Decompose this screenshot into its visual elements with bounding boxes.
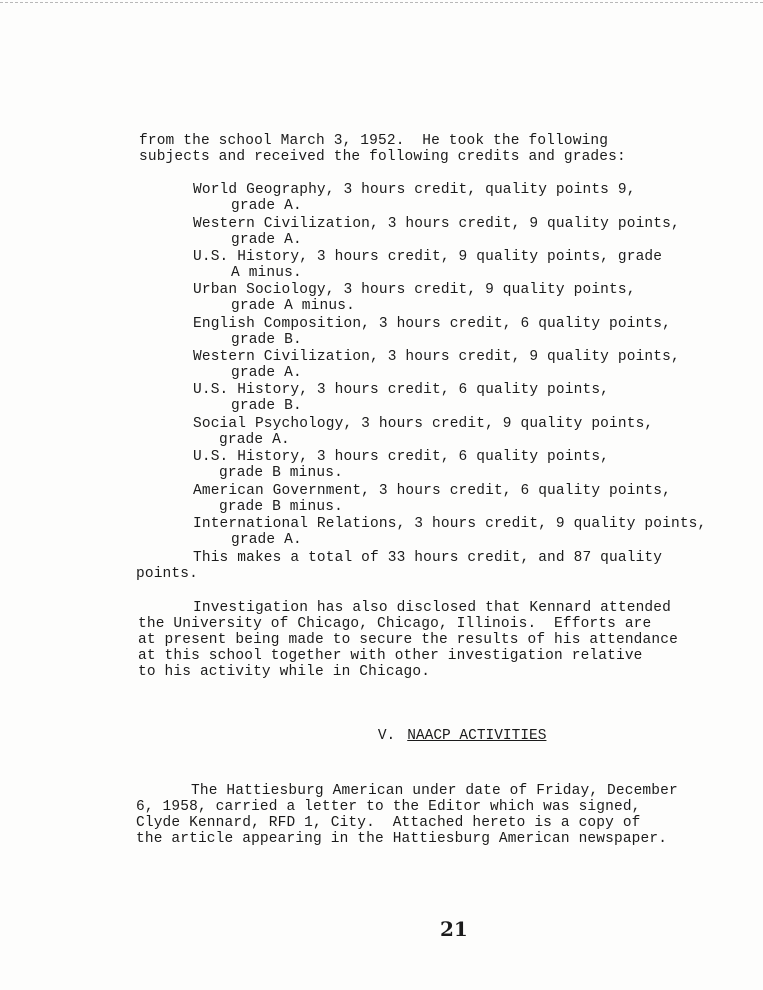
naacp-line: The Hattiesburg American under date of Friday, December (191, 783, 678, 799)
total-line: points. (136, 566, 198, 582)
section-heading (343, 712, 546, 760)
investigation-line: at this school together with other investigation relative (138, 648, 643, 664)
intro-line: subjects and received the following credits and grades: (139, 149, 626, 165)
course-grade: grade B minus. (219, 499, 343, 515)
course-line: International Relations, 3 hours credit, 9 quality points, (193, 516, 707, 532)
naacp-line: Clyde Kennard, RFD 1, City. Attached hereto is a copy of (136, 815, 641, 831)
course-line: Western Civilization, 3 hours credit, 9 quality points, (193, 349, 680, 365)
course-grade: grade B. (231, 332, 302, 348)
course-line: Social Psychology, 3 hours credit, 9 quality points, (193, 416, 654, 432)
page-number: 21 (440, 917, 468, 941)
course-line: Urban Sociology, 3 hours credit, 9 quality points, (193, 282, 636, 298)
investigation-line: at present being made to secure the results of his attendance (138, 632, 678, 648)
course-grade: grade B minus. (219, 465, 343, 481)
naacp-line: 6, 1958, carried a letter to the Editor which was signed, (136, 799, 641, 815)
course-grade: grade A minus. (231, 298, 355, 314)
section-title: NAACP ACTIVITIES (407, 728, 547, 744)
investigation-line: Investigation has also disclosed that Kennard attended (193, 600, 671, 616)
course-grade: grade A. (231, 198, 302, 214)
section-number: V. (377, 728, 396, 744)
course-line: U.S. History, 3 hours credit, 6 quality points, (193, 382, 610, 398)
course-grade: A minus. (231, 265, 302, 281)
course-grade: grade A. (231, 365, 302, 381)
investigation-line: to his activity while in Chicago. (138, 664, 431, 680)
course-line: Western Civilization, 3 hours credit, 9 quality points, (193, 216, 680, 232)
scan-edge-divider (0, 2, 763, 3)
course-grade: grade A. (231, 532, 302, 548)
course-line: American Government, 3 hours credit, 6 quality points, (193, 483, 671, 499)
investigation-line: the University of Chicago, Chicago, Illinois. Efforts are (138, 616, 652, 632)
course-grade: grade B. (231, 398, 302, 414)
total-line: This makes a total of 33 hours credit, and 87 quality (193, 550, 663, 566)
course-line: U.S. History, 3 hours credit, 6 quality points, (193, 449, 610, 465)
course-grade: grade A. (219, 432, 290, 448)
course-line: U.S. History, 3 hours credit, 9 quality points, grade (193, 249, 663, 265)
course-line: World Geography, 3 hours credit, quality points 9, (193, 182, 636, 198)
naacp-line: the article appearing in the Hattiesburg American newspaper. (136, 831, 668, 847)
course-grade: grade A. (231, 232, 302, 248)
intro-line: from the school March 3, 1952. He took the following (139, 133, 609, 149)
course-line: English Composition, 3 hours credit, 6 quality points, (193, 316, 671, 332)
